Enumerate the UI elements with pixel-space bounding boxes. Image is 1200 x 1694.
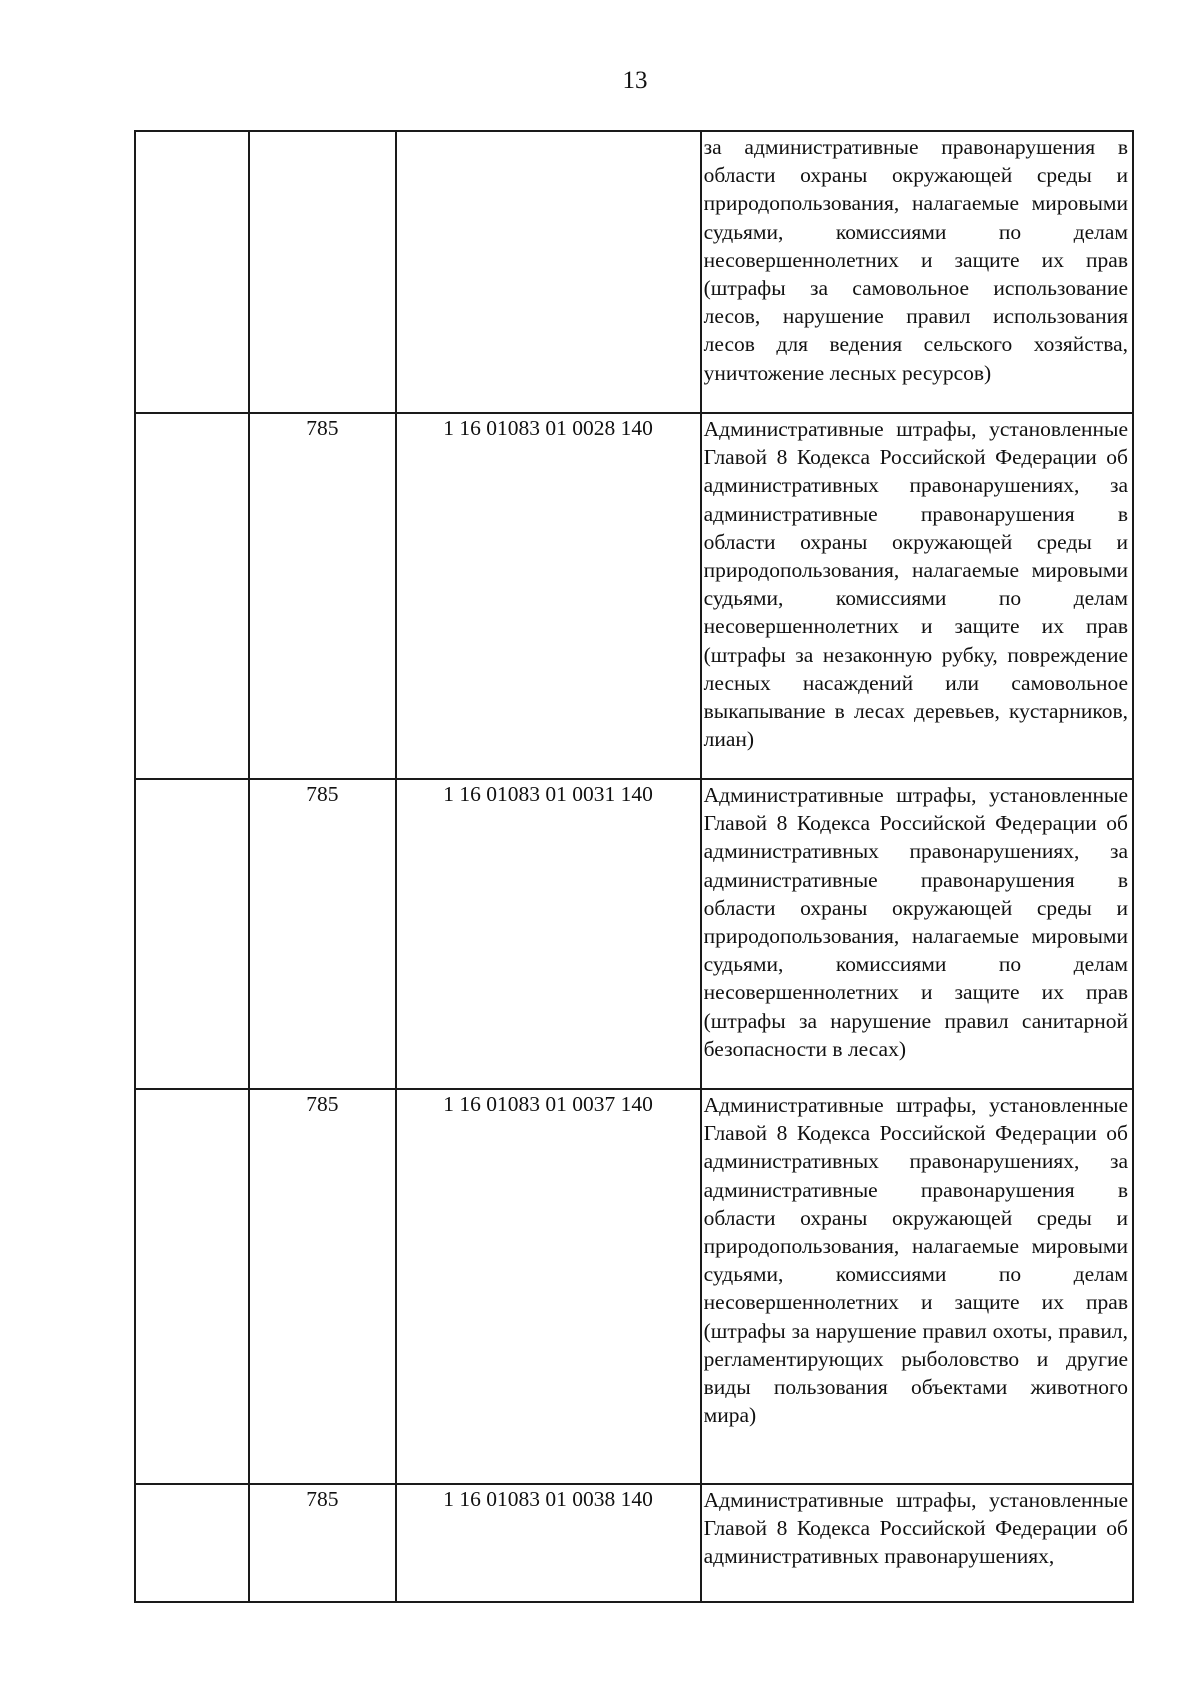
description-cell: за административные правонарушения в области охраны окружающей среды и природопользования, налагаемые мировыми судьями, комиссиями по делам несовершеннолетних и защите их прав (штрафы за самовольное использование лесов, нарушение правил использования лесов для ведения сельского хозяйства, уничтожение лесных ресурсов) [701, 131, 1133, 413]
admin-code-cell [249, 131, 395, 413]
row-number-cell [135, 413, 249, 779]
table-row [135, 779, 1133, 1089]
row-number-cell [135, 131, 249, 413]
admin-code-cell: 785 [249, 1089, 395, 1484]
table-row [135, 131, 1133, 413]
kbk-code-cell: 1 16 01083 01 0028 140 [396, 413, 701, 779]
description-cell: Административные штрафы, установленные Главой 8 Кодекса Российской Федерации об административных правонарушениях, за административные правонарушения в области охраны окружающей среды и природопользования, налагаемые мировыми судьями, комиссиями по делам несовершеннолетних и защите их прав (штрафы за незаконную рубку, повреждение лесных насаждений или самовольное выкапывание в лесах деревьев, кустарников, лиан) [701, 413, 1133, 779]
admin-code-cell: 785 [249, 1484, 395, 1602]
page-number: 13 [622, 67, 648, 94]
table-row [135, 1484, 1133, 1602]
admin-code-cell: 785 [249, 413, 395, 779]
description-cell: Административные штрафы, установленные Главой 8 Кодекса Российской Федерации об административных правонарушениях, за административные правонарушения в области охраны окружающей среды и природопользования, налагаемые мировыми судьями, комиссиями по делам несовершеннолетних и защите их прав (штрафы за нарушение правил охоты, правил, регламентирующих рыболовство и другие виды пользования объектами животного мира) [701, 1089, 1133, 1484]
description-cell: Административные штрафы, установленные Главой 8 Кодекса Российской Федерации об административных правонарушениях, за административные правонарушения в области охраны окружающей среды и природопользования, налагаемые мировыми судьями, комиссиями по делам несовершеннолетних и защите их прав (штрафы за нарушение правил санитарной безопасности в лесах) [701, 779, 1133, 1089]
kbk-code-cell: 1 16 01083 01 0031 140 [396, 779, 701, 1089]
budget-classification-table [134, 130, 1134, 1603]
row-number-cell [135, 1089, 249, 1484]
description-cell: Административные штрафы, установленные Главой 8 Кодекса Российской Федерации об административных правонарушениях, [701, 1484, 1133, 1602]
kbk-code-cell: 1 16 01083 01 0038 140 [396, 1484, 701, 1602]
admin-code-cell: 785 [249, 779, 395, 1089]
kbk-code-cell [396, 131, 701, 413]
row-number-cell [135, 779, 249, 1089]
row-number-cell [135, 1484, 249, 1602]
table-row [135, 413, 1133, 779]
table-row [135, 1089, 1133, 1484]
kbk-code-cell: 1 16 01083 01 0037 140 [396, 1089, 701, 1484]
